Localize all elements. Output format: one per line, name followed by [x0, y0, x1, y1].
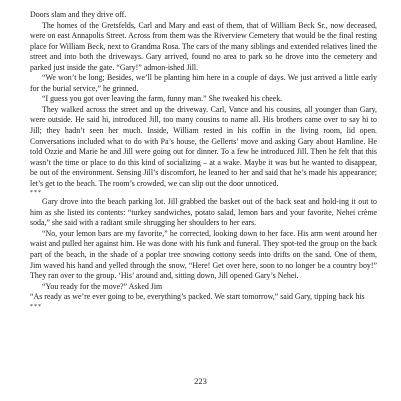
book-page — [30, 10, 377, 311]
paragraph-gretsfeld-homes: The homes of the Gretsfelds, Carl and Mary and east of them, that of William Beck Sr., now deceased, were on east Annapolis Street. Across from them was the Riverview Cemetery that would be the final resting place for William Beck, next to Grandma Rosa. The cars of the many siblings and extended relatives lined the street and into both the driveways. Gary arrived, found no area to park so he drove into the cemetery and parked just inside the gate. “Gary!” admon-ished Jill. — [30, 20, 377, 72]
paragraph-burial-service: “We won’t be long; Besides, we’ll be planting him here in a couple of days. We just arrived a little early for the burial service,” he grinned. — [30, 73, 377, 93]
paragraph-beach-parking: Gary drove into the beach parking lot. Jill grabbed the basket out of the back seat and hold-ing it out to him as she listed its contents: “turkey sandwiches, potato salad, lemon bars and your favorite, Nehei crème soda,” she said with a radiant smile shrugging her shoulders to her ears. — [30, 197, 377, 228]
paragraph-ready-question: “You ready for the move?” Asked Jim — [42, 281, 163, 291]
paragraph-lemon-bars: “No, your lemon bars are my favorite,” he corrected, looking down to her face. His arm went around her waist and pulled her against him. He was done with his funk and funeral. They spot-ted the group on the back part of the beach, in the shade of a poplar tree snowing cottony seeds into drifts on the sand. One of them, Jim waved his hand and yelled through the snow, “Here! Get over here, soon to no longer be a country boy!” They ran over to the group. ‘His’ around and, sitting down, Jill opened Gary’s Nehei. — [30, 228, 377, 281]
paragraph-ready-answer: “As ready as we’re ever going to be, everything’s packed. We start tomorrow,” said Gary, tipping back his — [30, 292, 365, 302]
section-separator-1: *** — [30, 190, 42, 197]
section-separator-2: *** — [30, 303, 42, 310]
paragraph-doors-slam: Doors slam and they drive off. — [30, 10, 127, 19]
page-number: 223 — [194, 376, 207, 386]
paragraph-wake: They walked across the street and up the driveway. Carl, Vance and his cousins, all younger than Gary, were outside. He said hi, introduced Jill, too many cousins to name all. His brothers came over to say hi to Jill; they hadn’t seen her much. Inside, William rested in his coffin in the living room, lid open. Conversations included what to do with Pa’s house, the Gellerts’ move and asking Gary about Hamline. He told Ozzie and Marie he and Jill were going out for dinner. To a few he introduced Jill. Then he felt that this wasn’t the time or place to do this kind of socializing – at a wake. Maybe it was but he wanted to disappear, be out of the environment. Sensing Jill’s discomfort, he leaned to her and said that he’s made his appearance; let’s get to the beach. The room’s crowded, we can slip out the door unnoticed. — [30, 104, 377, 188]
paragraph-funny-man: “I guess you got over leaving the farm, funny man.” She tweaked his cheek. — [42, 94, 283, 104]
